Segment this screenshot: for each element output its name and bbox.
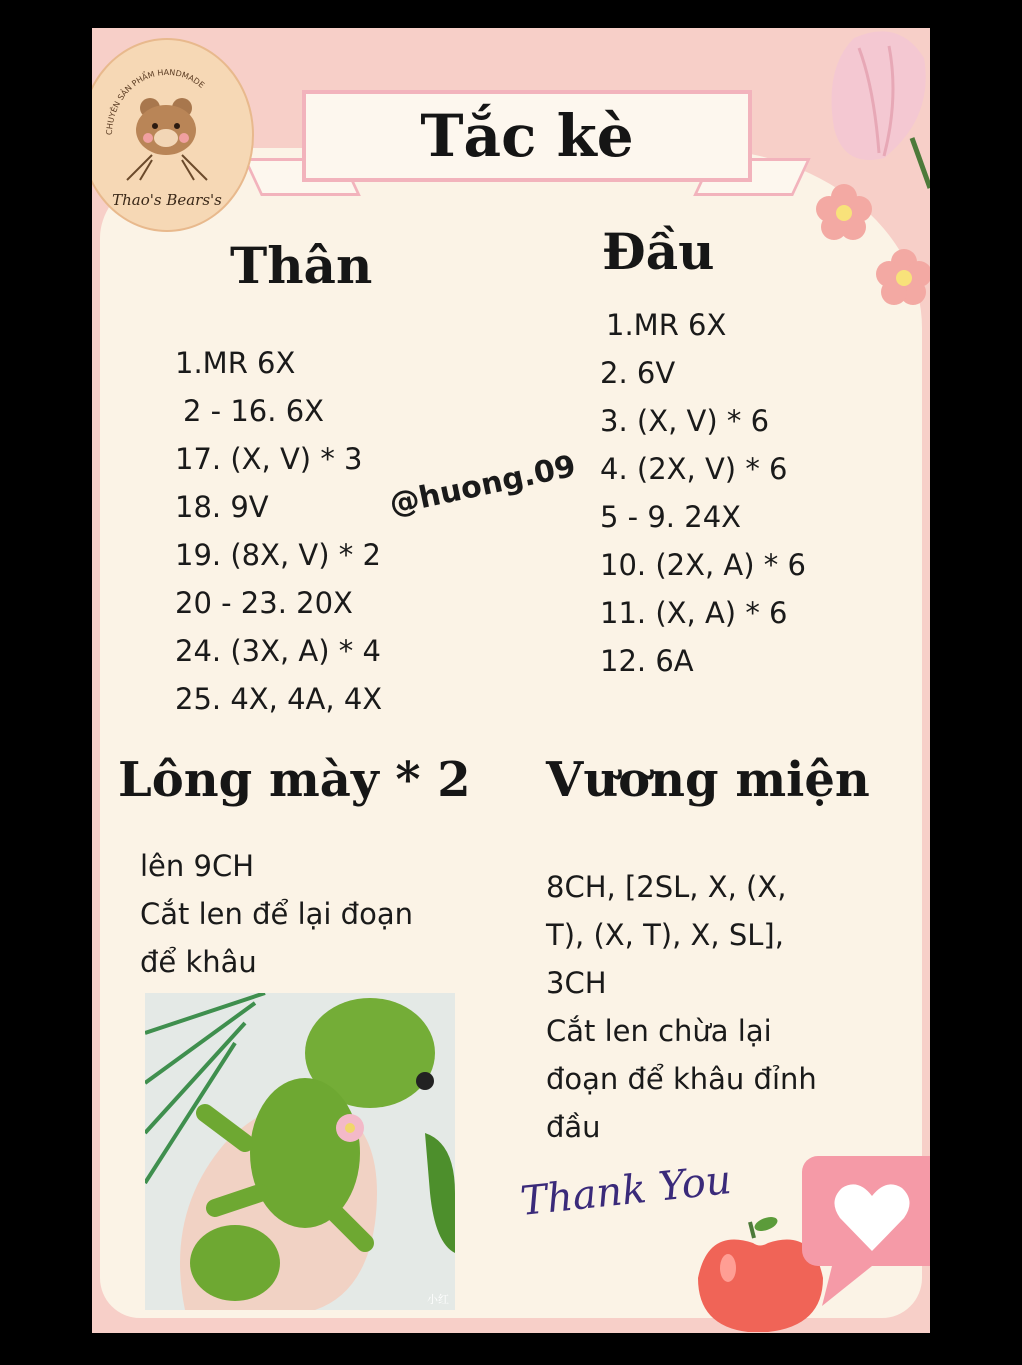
recipe-card xyxy=(92,28,930,1333)
text-line: đầu xyxy=(546,1110,601,1144)
text-line: lên 9CH xyxy=(140,849,255,883)
list-item: 1.MR 6X xyxy=(606,308,727,342)
list-item: 10. (2X, A) * 6 xyxy=(600,548,806,582)
dau-heading: Đầu xyxy=(602,222,715,281)
long-may-text xyxy=(140,842,413,986)
list-item: 5 - 9. 24X xyxy=(600,500,742,534)
logo-arc-text: CHUYÊN SẢN PHẨM HANDMADE xyxy=(104,67,207,136)
than-steps xyxy=(175,339,382,723)
list-item: 17. (X, V) * 3 xyxy=(175,442,363,476)
list-item: 11. (X, A) * 6 xyxy=(600,596,788,630)
vuong-mien-heading: Vương miện xyxy=(546,752,870,808)
list-item: 24. (3X, A) * 4 xyxy=(175,634,381,668)
list-item: 12. 6A xyxy=(600,644,694,678)
title-ribbon xyxy=(302,90,752,182)
text-line: Cắt len để lại đoạn xyxy=(140,897,413,931)
list-item: 2 - 16. 6X xyxy=(183,394,325,428)
than-heading: Thân xyxy=(230,236,373,295)
list-item: 19. (8X, V) * 2 xyxy=(175,538,381,572)
flower-decoration-icon xyxy=(804,28,930,328)
text-line: Cắt len chừa lại xyxy=(546,1014,772,1048)
list-item: 20 - 23. 20X xyxy=(175,586,353,620)
crochet-gecko-image xyxy=(145,993,455,1310)
list-item: 25. 4X, 4A, 4X xyxy=(175,682,383,716)
text-line: để khâu xyxy=(140,945,257,979)
list-item: 18. 9V xyxy=(175,490,269,524)
gecko-photo xyxy=(145,993,455,1310)
text-line: đoạn để khâu đỉnh xyxy=(546,1062,817,1096)
text-line: 8CH, [2SL, X, (X, xyxy=(546,870,787,904)
list-item: 1.MR 6X xyxy=(175,346,296,380)
list-item: 4. (2X, V) * 6 xyxy=(600,452,788,486)
signature: Thank You xyxy=(518,1157,734,1225)
list-item: 2. 6V xyxy=(600,356,676,390)
bear-logo-icon xyxy=(92,40,252,230)
page-title: Tắc kè xyxy=(420,102,634,170)
logo-name: Thao's Bears's xyxy=(112,191,222,209)
watermark: @huong.09 xyxy=(386,448,579,523)
photo-caption: 小红 xyxy=(427,1293,449,1306)
text-line: 3CH xyxy=(546,966,607,1000)
list-item: 3. (X, V) * 6 xyxy=(600,404,770,438)
text-line: T), (X, T), X, SL], xyxy=(546,918,784,952)
dau-steps xyxy=(600,301,806,685)
heart-bubble-icon xyxy=(792,1146,930,1316)
long-may-heading: Lông mày * 2 xyxy=(118,752,471,808)
vuong-mien-text xyxy=(546,863,817,1151)
